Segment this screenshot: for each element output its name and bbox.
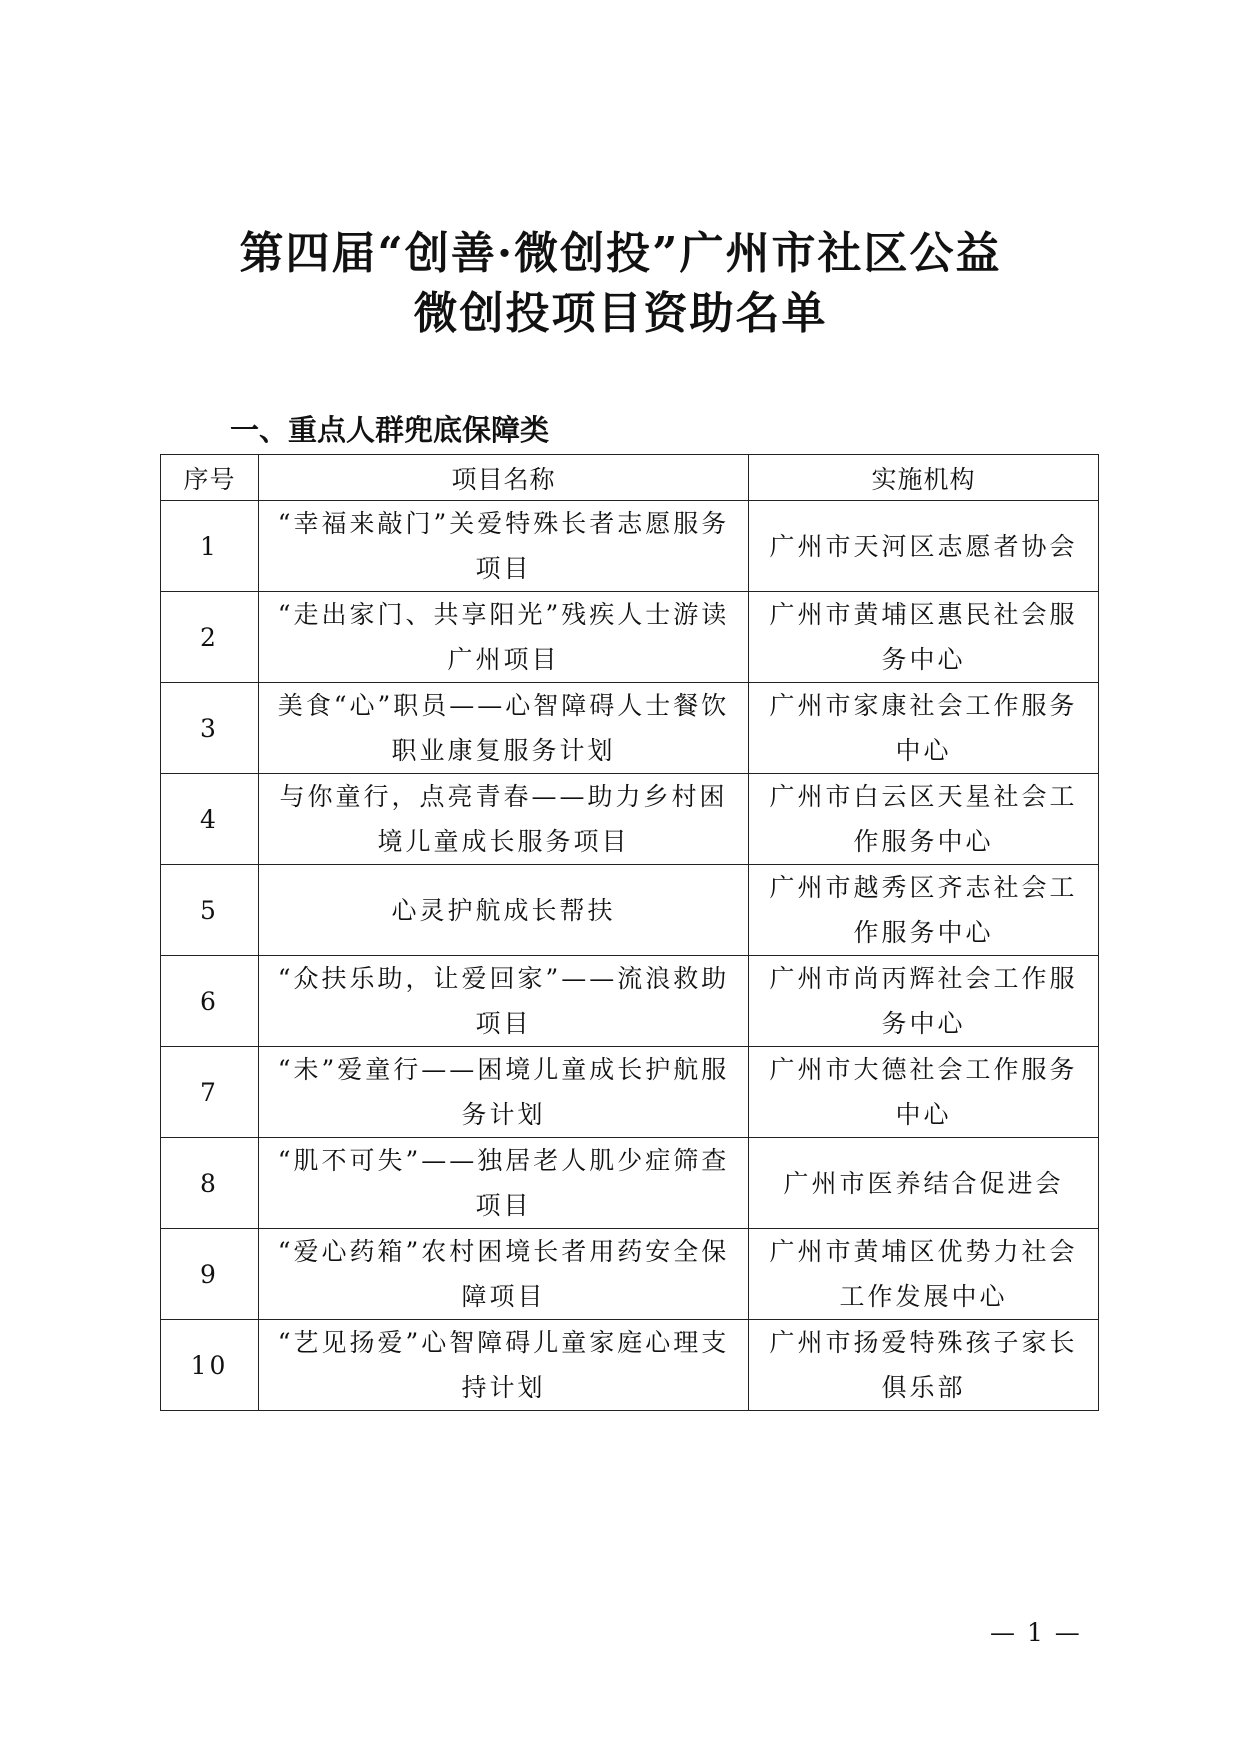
row-organization: 广州市黄埔区优势力社会工作发展中心 xyxy=(749,1229,1099,1320)
row-project-name: 美食“心”职员——心智障碍人士餐饮职业康复服务计划 xyxy=(259,683,749,774)
row-project-name: “未”爱童行——困境儿童成长护航服务计划 xyxy=(259,1047,749,1138)
row-project-name: “肌不可失”——独居老人肌少症筛查项目 xyxy=(259,1138,749,1229)
row-organization: 广州市天河区志愿者协会 xyxy=(749,501,1099,592)
row-seq: 7 xyxy=(161,1047,259,1138)
row-seq: 9 xyxy=(161,1229,259,1320)
row-project-name: 心灵护航成长帮扶 xyxy=(259,865,749,956)
row-organization: 广州市医养结合促进会 xyxy=(749,1138,1099,1229)
row-project-name: “爱心药箱”农村困境长者用药安全保障项目 xyxy=(259,1229,749,1320)
table-row xyxy=(161,683,1099,774)
row-organization: 广州市家康社会工作服务中心 xyxy=(749,683,1099,774)
row-seq: 10 xyxy=(161,1320,259,1411)
grant-list-table xyxy=(160,454,1099,1411)
table-row xyxy=(161,1320,1099,1411)
section-heading: 一、重点人群兜底保障类 xyxy=(230,413,550,447)
header-project-name: 项目名称 xyxy=(259,455,749,501)
row-seq: 4 xyxy=(161,774,259,865)
row-organization: 广州市大德社会工作服务中心 xyxy=(749,1047,1099,1138)
table-row xyxy=(161,865,1099,956)
table-row xyxy=(161,774,1099,865)
row-seq: 1 xyxy=(161,501,259,592)
table-row xyxy=(161,956,1099,1047)
table-row xyxy=(161,592,1099,683)
row-organization: 广州市扬爱特殊孩子家长俱乐部 xyxy=(749,1320,1099,1411)
row-organization: 广州市越秀区齐志社会工作服务中心 xyxy=(749,865,1099,956)
header-organization: 实施机构 xyxy=(749,455,1099,501)
row-seq: 5 xyxy=(161,865,259,956)
row-project-name: 与你童行，点亮青春——助力乡村困境儿童成长服务项目 xyxy=(259,774,749,865)
table-row xyxy=(161,1138,1099,1229)
page-number: — 1 — xyxy=(990,1618,1082,1647)
table-row xyxy=(161,501,1099,592)
row-organization: 广州市白云区天星社会工作服务中心 xyxy=(749,774,1099,865)
row-seq: 2 xyxy=(161,592,259,683)
row-organization: 广州市黄埔区惠民社会服务中心 xyxy=(749,592,1099,683)
row-seq: 8 xyxy=(161,1138,259,1229)
row-project-name: “艺见扬爱”心智障碍儿童家庭心理支持计划 xyxy=(259,1320,749,1411)
row-project-name: “众扶乐助，让爱回家”——流浪救助项目 xyxy=(259,956,749,1047)
header-seq: 序号 xyxy=(161,455,259,501)
row-seq: 3 xyxy=(161,683,259,774)
row-project-name: “幸福来敲门”关爱特殊长者志愿服务项目 xyxy=(259,501,749,592)
table-row xyxy=(161,1229,1099,1320)
row-organization: 广州市尚丙辉社会工作服务中心 xyxy=(749,956,1099,1047)
table-row xyxy=(161,1047,1099,1138)
document-title-line-2: 微创投项目资助名单 xyxy=(413,288,828,339)
row-seq: 6 xyxy=(161,956,259,1047)
row-project-name: “走出家门、共享阳光”残疾人士游读广州项目 xyxy=(259,592,749,683)
table-header-row xyxy=(161,455,1099,501)
document-title-line-1: 第四届“创善·微创投”广州市社区公益 xyxy=(239,228,1002,279)
